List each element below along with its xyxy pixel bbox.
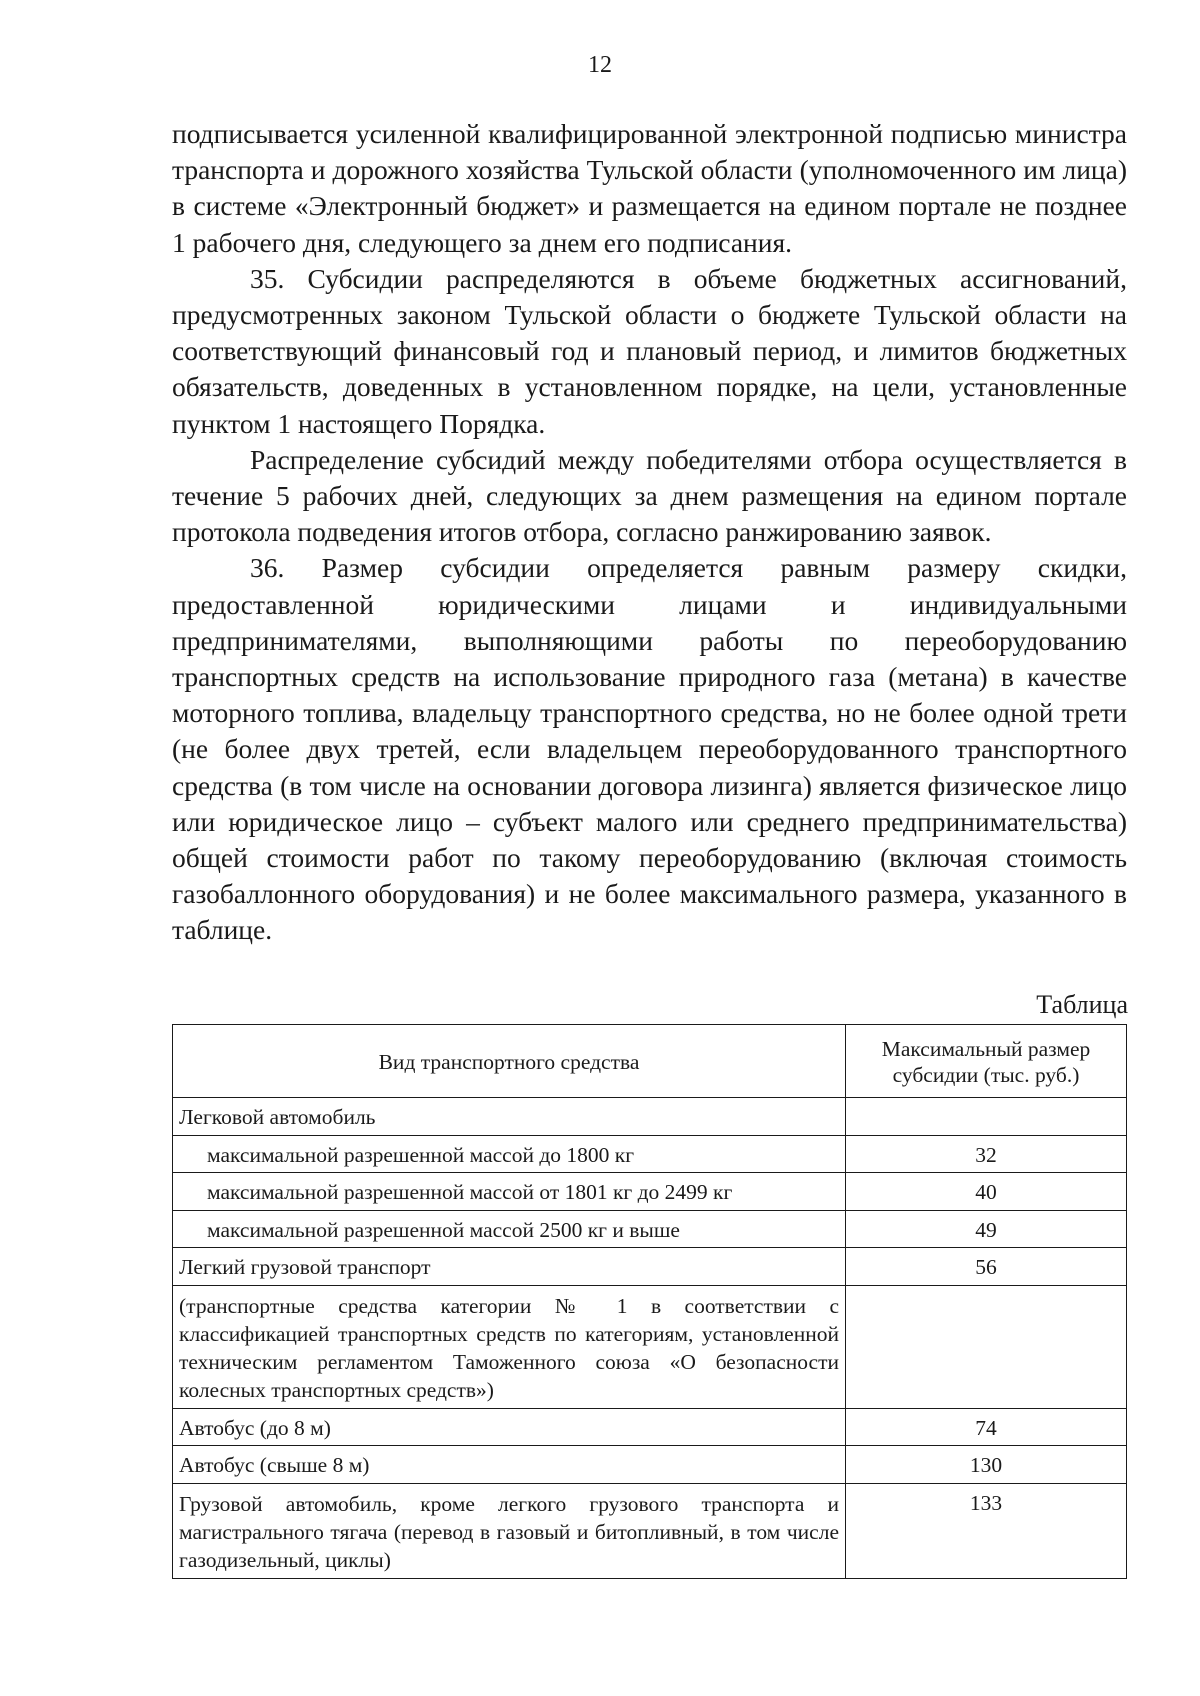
table-row: [173, 1173, 1127, 1211]
subsidy-table: [172, 1024, 1127, 1579]
table-row: [173, 1483, 1127, 1578]
paragraph-35: 35. Субсидии распределяются в объеме бюджетных ассигнований, предусмотренных законом Тульской области о бюджете Тульской области на соответствующий финансовый год и плановый период, и лимитов бюджетных обязательств, доведенных в установленном порядке, на цели, установленные пунктом 1 настоящего Порядка.: [172, 262, 1127, 439]
cell-max-subsidy: 40: [846, 1173, 1127, 1211]
body-text: [172, 116, 1127, 949]
cell-vehicle-type: Автобус (свыше 8 м): [173, 1446, 846, 1484]
header-vehicle-type: Вид транспортного средства: [173, 1025, 846, 1098]
paragraph-36: 36. Размер субсидии определяется равным размеру скидки, предоставленной юридическими лицами и индивидуальными предпринимателями, выполняющими работы по переоборудованию транспортных средств на использование природного газа (метана) в качестве моторного топлива, владельцу транспортного средства, но не более одной трети (не более двух третей, если владельцем переоборудованного транспортного средства (в том числе на основании договора лизинга) является физическое лицо или юридическое лицо – субъект малого или среднего предпринимательства) общей стоимости работ по такому переоборудованию (включая стоимость газобаллонного оборудования) и не более максимального размера, указанного в таблице.: [172, 552, 1127, 946]
table-row: [173, 1446, 1127, 1484]
cell-vehicle-type: максимальной разрешенной массой до 1800 кг: [173, 1135, 846, 1173]
paragraph-35-distribution: Распределение субсидий между победителями отбора осуществляется в течение 5 рабочих дней, следующих за днем размещения на едином портале протокола подведения итогов отбора, согласно ранжированию заявок.: [172, 443, 1127, 548]
cell-vehicle-type: Легковой автомобиль: [173, 1098, 846, 1136]
cell-vehicle-type: Автобус (до 8 м): [173, 1408, 846, 1446]
cell-max-subsidy: 133: [846, 1483, 1127, 1578]
table-row: [173, 1098, 1127, 1136]
page-number: 12: [588, 52, 612, 78]
cell-max-subsidy: [846, 1285, 1127, 1408]
cell-max-subsidy: 74: [846, 1408, 1127, 1446]
table-caption: Таблица: [1036, 990, 1128, 1019]
cell-max-subsidy: [846, 1098, 1127, 1136]
table-row: [173, 1210, 1127, 1248]
table-row: [173, 1135, 1127, 1173]
header-max-subsidy: Максимальный размер субсидии (тыс. руб.): [846, 1025, 1127, 1098]
cell-vehicle-type: максимальной разрешенной массой 2500 кг и выше: [173, 1210, 846, 1248]
cell-max-subsidy: 49: [846, 1210, 1127, 1248]
table-row: [173, 1248, 1127, 1286]
table-row: [173, 1285, 1127, 1408]
cell-max-subsidy: 56: [846, 1248, 1127, 1286]
cell-vehicle-type: Грузовой автомобиль, кроме легкого грузового транспорта и магистрального тягача (перевод в газовый и битопливный, в том числе газодизельный, циклы): [173, 1483, 846, 1578]
cell-max-subsidy: 32: [846, 1135, 1127, 1173]
cell-vehicle-type: (транспортные средства категории № 1 в соответствии с классификацией транспортных средств по категориям, установленной техническим регламентом Таможенного союза «О безопасности колесных транспортных средств»): [173, 1285, 846, 1408]
cell-max-subsidy: 130: [846, 1446, 1127, 1484]
table-header-row: [173, 1025, 1127, 1098]
table-row: [173, 1408, 1127, 1446]
paragraph-continuation: подписывается усиленной квалифицированной электронной подписью министра транспорта и дорожного хозяйства Тульской области (уполномоченного им лица) в системе «Электронный бюджет» и размещается на едином портале не позднее 1 рабочего дня, следующего за днем его подписания.: [172, 118, 1127, 258]
cell-vehicle-type: Легкий грузовой транспорт: [173, 1248, 846, 1286]
cell-vehicle-type: максимальной разрешенной массой от 1801 кг до 2499 кг: [173, 1173, 846, 1211]
